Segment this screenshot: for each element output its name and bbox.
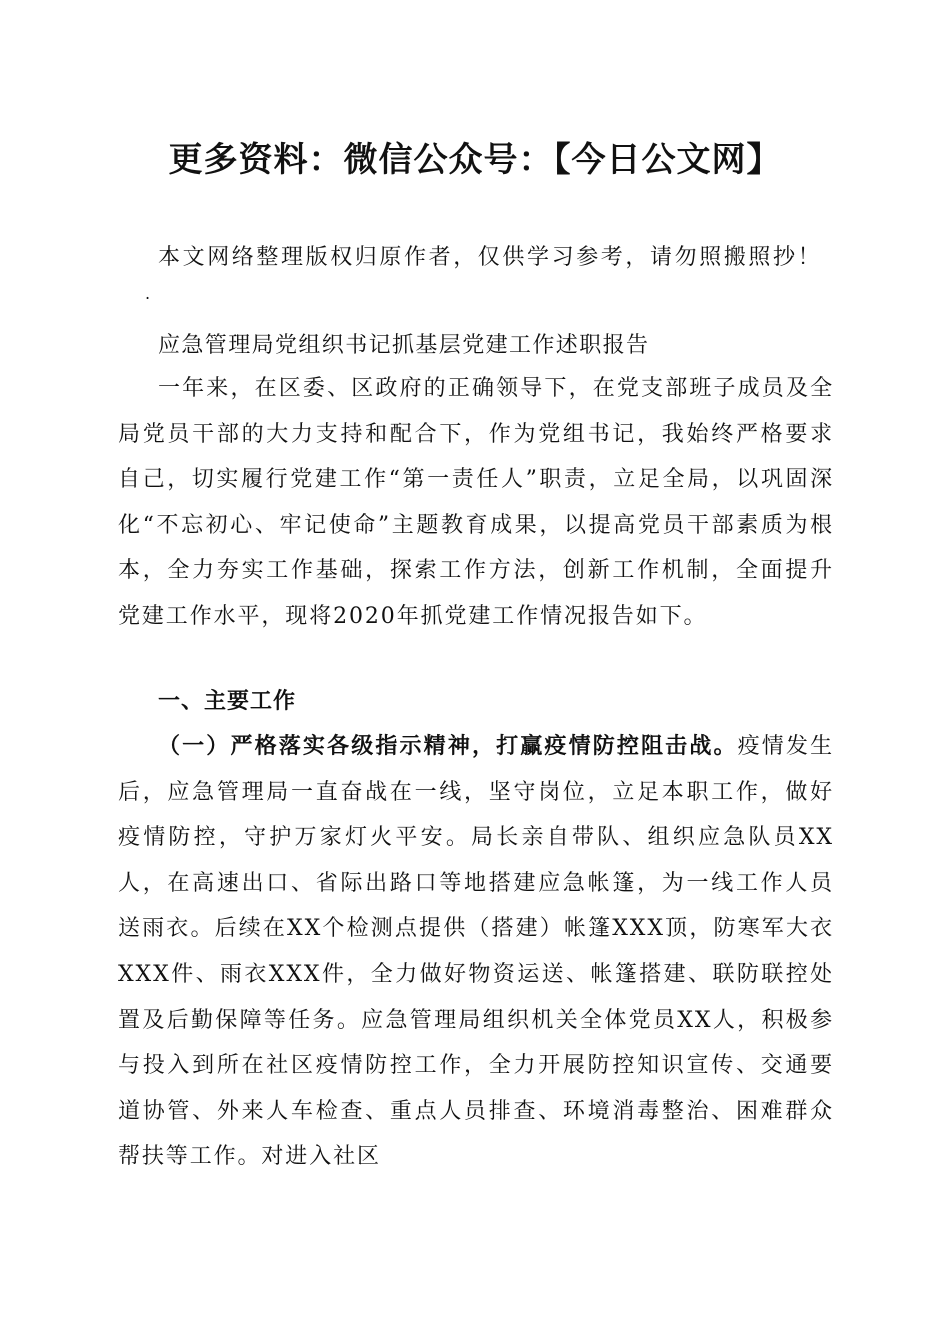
copyright-notice: 本文网络整理版权归原作者，仅供学习参考，请勿照搬照抄！ [158,245,823,270]
header-title: 更多资料：微信公众号：【今日公文网】 [168,140,782,180]
item-body: 疫情发生后，应急管理局一直奋战在一线，坚守岗位，立足本职工作，做好疫情防控，守护万家灯火平安。局长亲自带队、组织应急队员XX人，在高速出口、省际出路口等地搭建应急帐篷，为一线工作人员送雨衣。后续在XX个检测点提供（搭建）帐篷XXX顶，防寒军大衣XXX件、雨衣XXX件，全力做好物资运送、帐篷搭建、联防联控处置及后勤保障等任务。应急管理局组织机关全体党员XX人，积极参与投入到所在社区疫情防控工作，全力开展防控知识宣传、交通要道协管、外来人车检查、重点人员排查、环境消毒整治、困难群众帮扶等工作。对进入社区 [118,734,834,1170]
document-title: 应急管理局党组织书记抓基层党建工作述职报告 [158,333,650,358]
section-heading: 一、主要工作 [158,689,297,714]
item-lead: （一）严格落实各级指示精神，打赢疫情防控阻击战。 [158,733,738,759]
section-paragraph [118,724,834,1180]
intro-paragraph: 一年来，在区委、区政府的正确领导下，在党支部班子成员及全局党员干部的大力支持和配合下，作为党组书记，我始终严格要求自己，切实履行党建工作“第一责任人”职责，立足全局，以巩固深化“不忘初心、牢记使命”主题教育成果，以提高党员干部素质为根本，全力夯实工作基础，探索工作方法，创新工作机制，全面提升党建工作水平，现将2020年抓党建工作情况报告如下。 [118,376,834,629]
separator-dot: . [145,284,151,303]
